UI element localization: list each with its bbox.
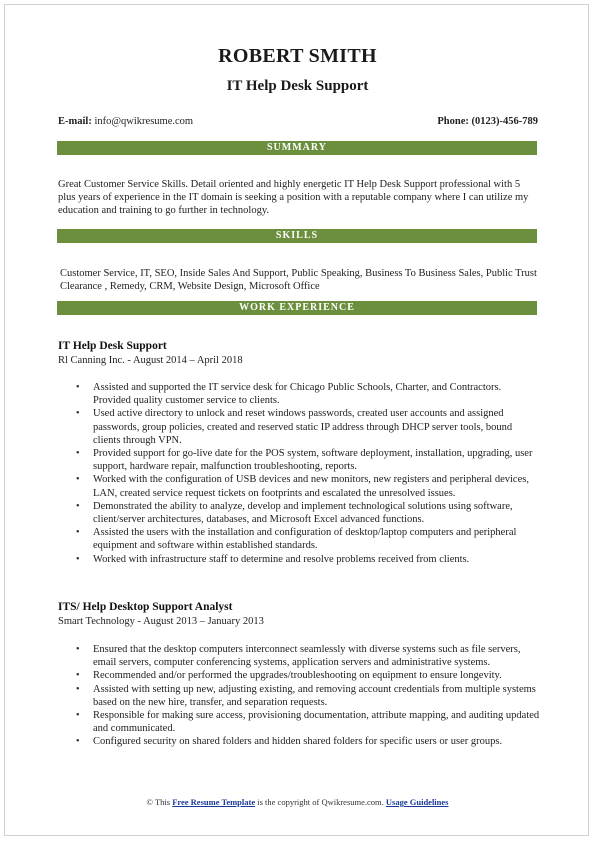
phone-label: Phone:	[437, 116, 469, 127]
list-item: • Worked with the configuration of USB devices and new monitors, new registers and peripheral devices, LAN, created service request tickets on footprints and escalated the unresolved issues.	[93, 473, 541, 499]
list-item: • Assisted with setting up new, adjusting existing, and removing account credentials from multiple systems based on the new hire, transfer, and separation requests.	[93, 683, 541, 709]
job-1-meta: Rl Canning Inc. - August 2014 – April 2018	[58, 355, 243, 366]
list-item: • Assisted the users with the installation and configuration of desktop/laptop computers and peripheral equipment and software within established standards.	[93, 526, 541, 552]
list-item: • Recommended and/or performed the upgrades/troubleshooting on equipment to ensure longevity.	[93, 669, 541, 682]
list-item: • Responsible for making sure access, provisioning documentation, attribute mapping, and auditing updated and communicated.	[93, 709, 541, 735]
candidate-title: IT Help Desk Support	[226, 78, 369, 94]
free-resume-template-link[interactable]: Free Resume Template	[172, 797, 256, 807]
job-1-bullets	[93, 381, 541, 566]
email-block	[58, 116, 193, 127]
footer-middle: is the copyright of Qwikresume.com.	[257, 797, 384, 807]
experience-heading: WORK EXPERIENCE	[57, 301, 537, 315]
job-2-bullets	[93, 643, 541, 749]
job-2-meta: Smart Technology - August 2013 – January 2013	[58, 616, 264, 627]
list-item: • Used active directory to unlock and reset windows passwords, created user accounts and assigned passwords, group policies, created and reserved static IP address through DHCP server tools, bound clients through VPN.	[93, 407, 541, 447]
phone-value: (0123)-456-789	[471, 116, 538, 127]
summary-text: Great Customer Service Skills. Detail oriented and highly energetic IT Help Desk Support professional with 5 plus years of experience in the IT domain is seeking a position with a reputable company where I can utilize my education and training to go further in technology.	[58, 179, 529, 217]
email-label: E-mail:	[58, 116, 92, 127]
list-item: • Provided support for go-live date for the POS system, software deployment, installation, upgrading, user support, hardware repair, malfunction troubleshooting, reports.	[93, 447, 541, 473]
footer	[0, 797, 595, 807]
summary-heading: SUMMARY	[57, 141, 537, 155]
list-item: • Ensured that the desktop computers interconnect seamlessly with diverse systems such as file servers, email servers, computer conferencing systems, application servers and administrative systems.	[93, 643, 541, 669]
skills-heading: SKILLS	[57, 229, 537, 243]
contact-line	[58, 116, 538, 127]
list-item: • Configured security on shared folders and hidden shared folders for specific users or user groups.	[93, 735, 541, 748]
footer-prefix: © This	[146, 797, 171, 807]
email-value[interactable]: info@qwikresume.com	[94, 116, 194, 127]
phone-block	[437, 116, 538, 127]
skills-text: Customer Service, IT, SEO, Inside Sales And Support, Public Speaking, Business To Business Sales, Public Trust Clearance , Remedy, CRM, Website Design, Microsoft Office	[60, 268, 537, 293]
list-item: • Worked with infrastructure staff to determine and resolve problems received from clients.	[93, 553, 541, 566]
list-item: • Assisted and supported the IT service desk for Chicago Public Schools, Charter, and Contractors. Provided quality customer service to clients.	[93, 381, 541, 407]
job-2-title: ITS/ Help Desktop Support Analyst	[58, 601, 233, 613]
usage-guidelines-link[interactable]: Usage Guidelines	[385, 797, 449, 807]
job-1-title: IT Help Desk Support	[58, 340, 167, 352]
candidate-name: ROBERT SMITH	[218, 45, 377, 67]
list-item: • Demonstrated the ability to analyze, develop and implement technological solutions using software, client/server architectures, databases, and Microsoft Excel advanced functions.	[93, 500, 541, 526]
